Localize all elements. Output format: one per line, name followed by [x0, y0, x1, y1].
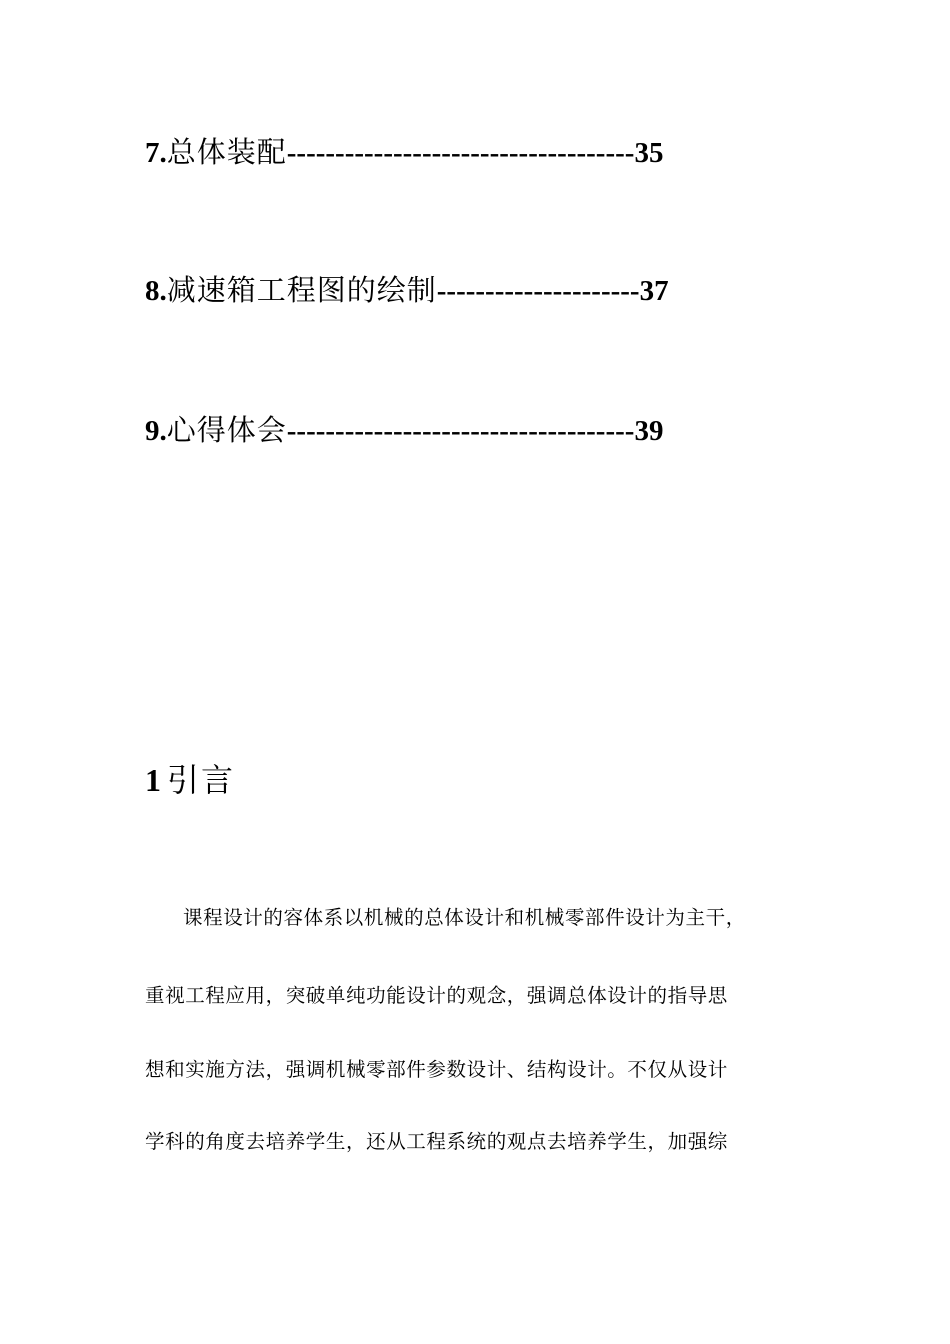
- section-number: 1: [145, 762, 161, 798]
- paragraph-line: 学科的角度去培养学生，还从工程系统的观点去培养学生，加强综: [145, 1130, 728, 1153]
- toc-number: 7.: [145, 137, 167, 169]
- toc-page-number: 37: [639, 275, 669, 307]
- section-heading: [145, 758, 235, 802]
- toc-leader: ------------------------------------: [286, 137, 635, 169]
- toc-entry-8: [145, 270, 785, 310]
- toc-number: 9.: [145, 415, 167, 447]
- toc-leader: ------------------------------------: [286, 415, 635, 447]
- paragraph-line: 课程设计的容体系以机械的总体设计和机械零部件设计为主干，: [183, 906, 746, 929]
- paragraph-line: 想和实施方法，强调机械零部件参数设计、结构设计。不仅从设计: [145, 1058, 728, 1081]
- toc-title: 心得体会: [166, 413, 287, 447]
- toc-leader: ---------------------: [436, 275, 640, 307]
- toc-page-number: 35: [634, 137, 664, 169]
- toc-number: 8.: [145, 275, 167, 307]
- toc-entry-9: [145, 410, 785, 450]
- toc-entry-7: [145, 132, 785, 172]
- paragraph-line: 重视工程应用，突破单纯功能设计的观念，强调总体设计的指导思: [145, 984, 728, 1007]
- toc-title: 总体装配: [166, 135, 287, 169]
- toc-page-number: 39: [634, 415, 664, 447]
- toc-title: 减速箱工程图的绘制: [166, 273, 437, 307]
- section-title: 引言: [167, 761, 236, 799]
